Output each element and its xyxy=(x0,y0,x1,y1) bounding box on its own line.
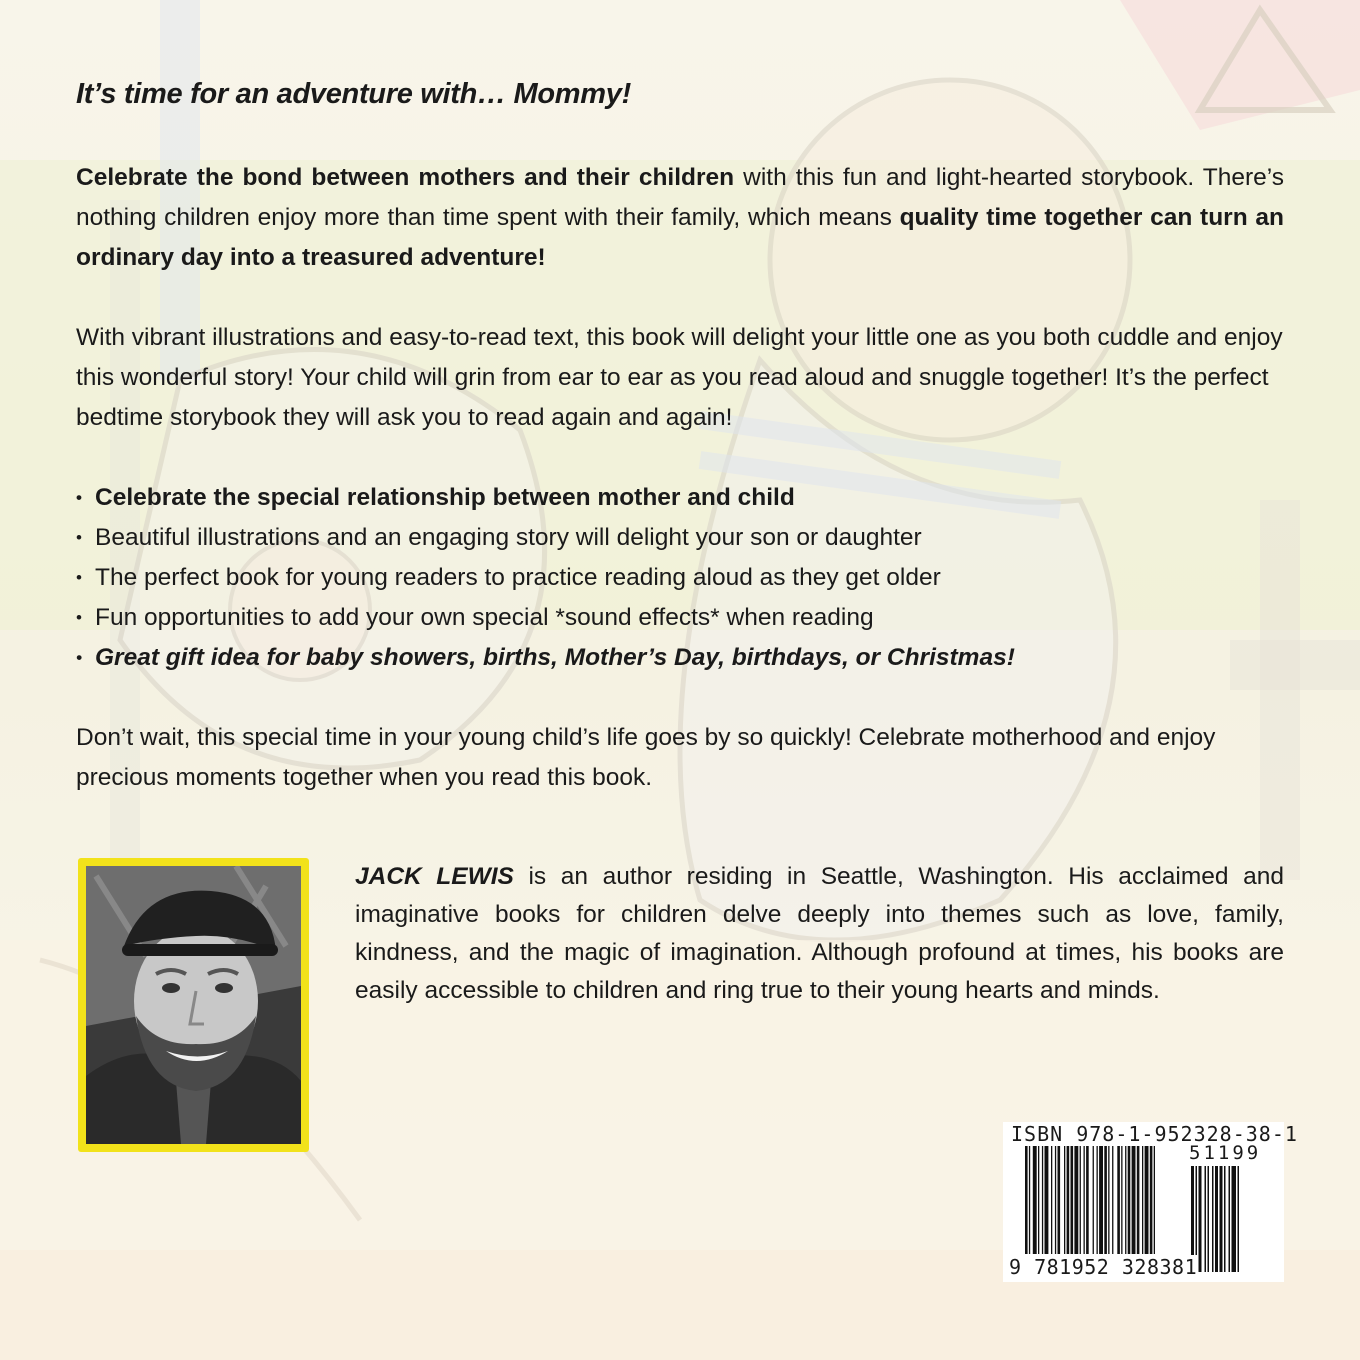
list-item: • Great gift idea for baby showers, births, Mother’s Day, birthdays, or Christmas! xyxy=(76,638,1284,678)
isbn-label: ISBN 978-1-952328-38-1 xyxy=(1011,1122,1298,1146)
list-item: • Fun opportunities to add your own special *sound effects* when reading xyxy=(76,598,1284,638)
isbn-barcode xyxy=(1003,1122,1298,1282)
intro-bold-tail: quality time together can turn an ordinary day into a treasured adventure! xyxy=(76,204,1284,271)
feature-list xyxy=(76,478,1284,678)
headline: It’s time for an adventure with… Mommy! xyxy=(76,78,631,110)
intro-paragraph xyxy=(76,158,1284,278)
author-portrait-image xyxy=(86,866,301,1144)
barcode-addon-number: 51199 xyxy=(1189,1142,1262,1164)
intro-text: with this fun and light-hearted storybook. There’s nothing children enjoy more than time spent with their family, which means xyxy=(76,164,1284,231)
closing-paragraph: Don’t wait, this special time in your young child’s life goes by so quickly! Celebrate motherhood and enjoy precious moments together when you read this book. xyxy=(76,724,1216,791)
author-name: JACK LEWIS xyxy=(355,863,514,890)
list-item: • Celebrate the special relationship between mother and child xyxy=(76,478,1284,518)
author-bio-text: is an author residing in Seattle, Washington. His acclaimed and imaginative books for children delve deeply into themes such as love, family, kindness, and the magic of imagination. Although profound at times, his books are easily accessible to children and ring true to their young hearts and minds. xyxy=(355,863,1285,1004)
barcode-number: 9 781952 328381 xyxy=(1009,1255,1198,1279)
author-bio xyxy=(355,858,1284,1010)
list-item: • Beautiful illustrations and an engaging story will delight your son or daughter xyxy=(76,518,1284,558)
list-item: • The perfect book for young readers to practice reading aloud as they get older xyxy=(76,558,1284,598)
intro-bold-lead: Celebrate the bond between mothers and their children xyxy=(76,164,735,191)
author-photo xyxy=(78,858,309,1152)
description-paragraph: With vibrant illustrations and easy-to-read text, this book will delight your little one as you both cuddle and enjoy this wonderful story! Your child will grin from ear to ear as you read aloud and snuggle together! It’s the perfect bedtime storybook they will ask you to read again and again! xyxy=(76,324,1283,431)
